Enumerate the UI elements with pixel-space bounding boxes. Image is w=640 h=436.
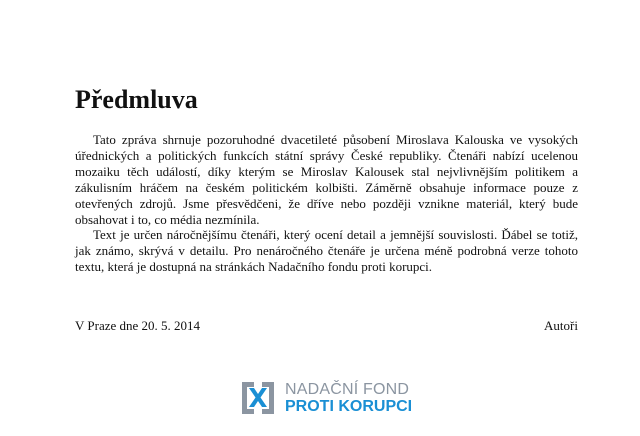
signature-line	[75, 318, 578, 334]
logo-mark-icon	[240, 380, 276, 416]
paragraph-2: Text je určen náročnějšímu čtenáři, který ocení detail a jemnější souvislosti. Ďábel se totiž, jak známo, skrývá v detailu. Pro nenáročného čtenáře je určena méně podrobná verze tohoto textu, která je dostupná na stránkách Nadačního fondu proti korupci.	[75, 227, 578, 275]
preface-body	[75, 132, 578, 275]
place-date: V Praze dne 20. 5. 2014	[75, 318, 201, 333]
foundation-logo	[240, 376, 412, 420]
page-title: Předmluva	[75, 85, 198, 114]
logo-line-2: PROTI KORUPCI	[285, 398, 413, 415]
paragraph-1: Tato zpráva shrnuje pozoruhodné dvacetileté působení Miroslava Kalouska ve vysokých úřednických a politických funkcích státní správy České republiky. Čtenáři nabízí ucelenou mozaiku těch událostí, díky kterým se Miroslav Kalousek stal nejvlivnějším politikem a zákulisním hráčem na českém politickém kolbišti. Záměrně obsahuje informace pouze z otevřených zdrojů. Jsme přesvědčeni, že dříve nebo později vznikne materiál, který bude obsahovat i to, co média nezmínila.	[75, 132, 578, 227]
logo-line-1: NADAČNÍ FOND	[285, 381, 410, 398]
signature: Autoři	[544, 318, 578, 333]
logo-text	[285, 381, 412, 415]
